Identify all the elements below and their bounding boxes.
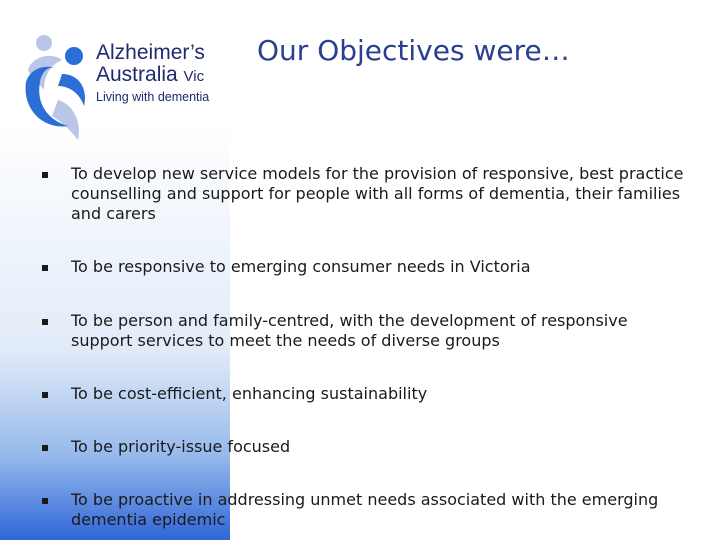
- logo-tagline: Living with dementia: [96, 90, 210, 104]
- bullet-text: To be priority-issue focused: [71, 437, 291, 456]
- bullet-icon: [42, 265, 48, 271]
- bullet-text: To be responsive to emerging consumer needs in Victoria: [71, 257, 531, 276]
- bullet-text: To be proactive in addressing unmet needs associated with the emerging dementia epidemic: [71, 490, 659, 529]
- logo-line1: Alzheimer’s: [96, 41, 205, 64]
- bullet-icon: [42, 392, 48, 398]
- logo-line2-suffix: Vic: [183, 68, 205, 85]
- bullet-text: To be person and family-centred, with the development of responsive support services to meet the needs of diverse groups: [71, 311, 628, 350]
- slide-title: Our Objectives were…: [257, 34, 570, 67]
- bullet-icon: [42, 445, 48, 451]
- bullet-text: To be cost-efficient, enhancing sustainability: [71, 384, 428, 403]
- bullet-text: To develop new service models for the provision of responsive, best practice counselling and support for people with all forms of dementia, their families and carers: [71, 164, 684, 223]
- bullet-icon: [42, 319, 48, 325]
- logo-line2-main: Australia: [96, 63, 178, 86]
- bullet-icon: [42, 172, 48, 178]
- bullet-icon: [42, 498, 48, 504]
